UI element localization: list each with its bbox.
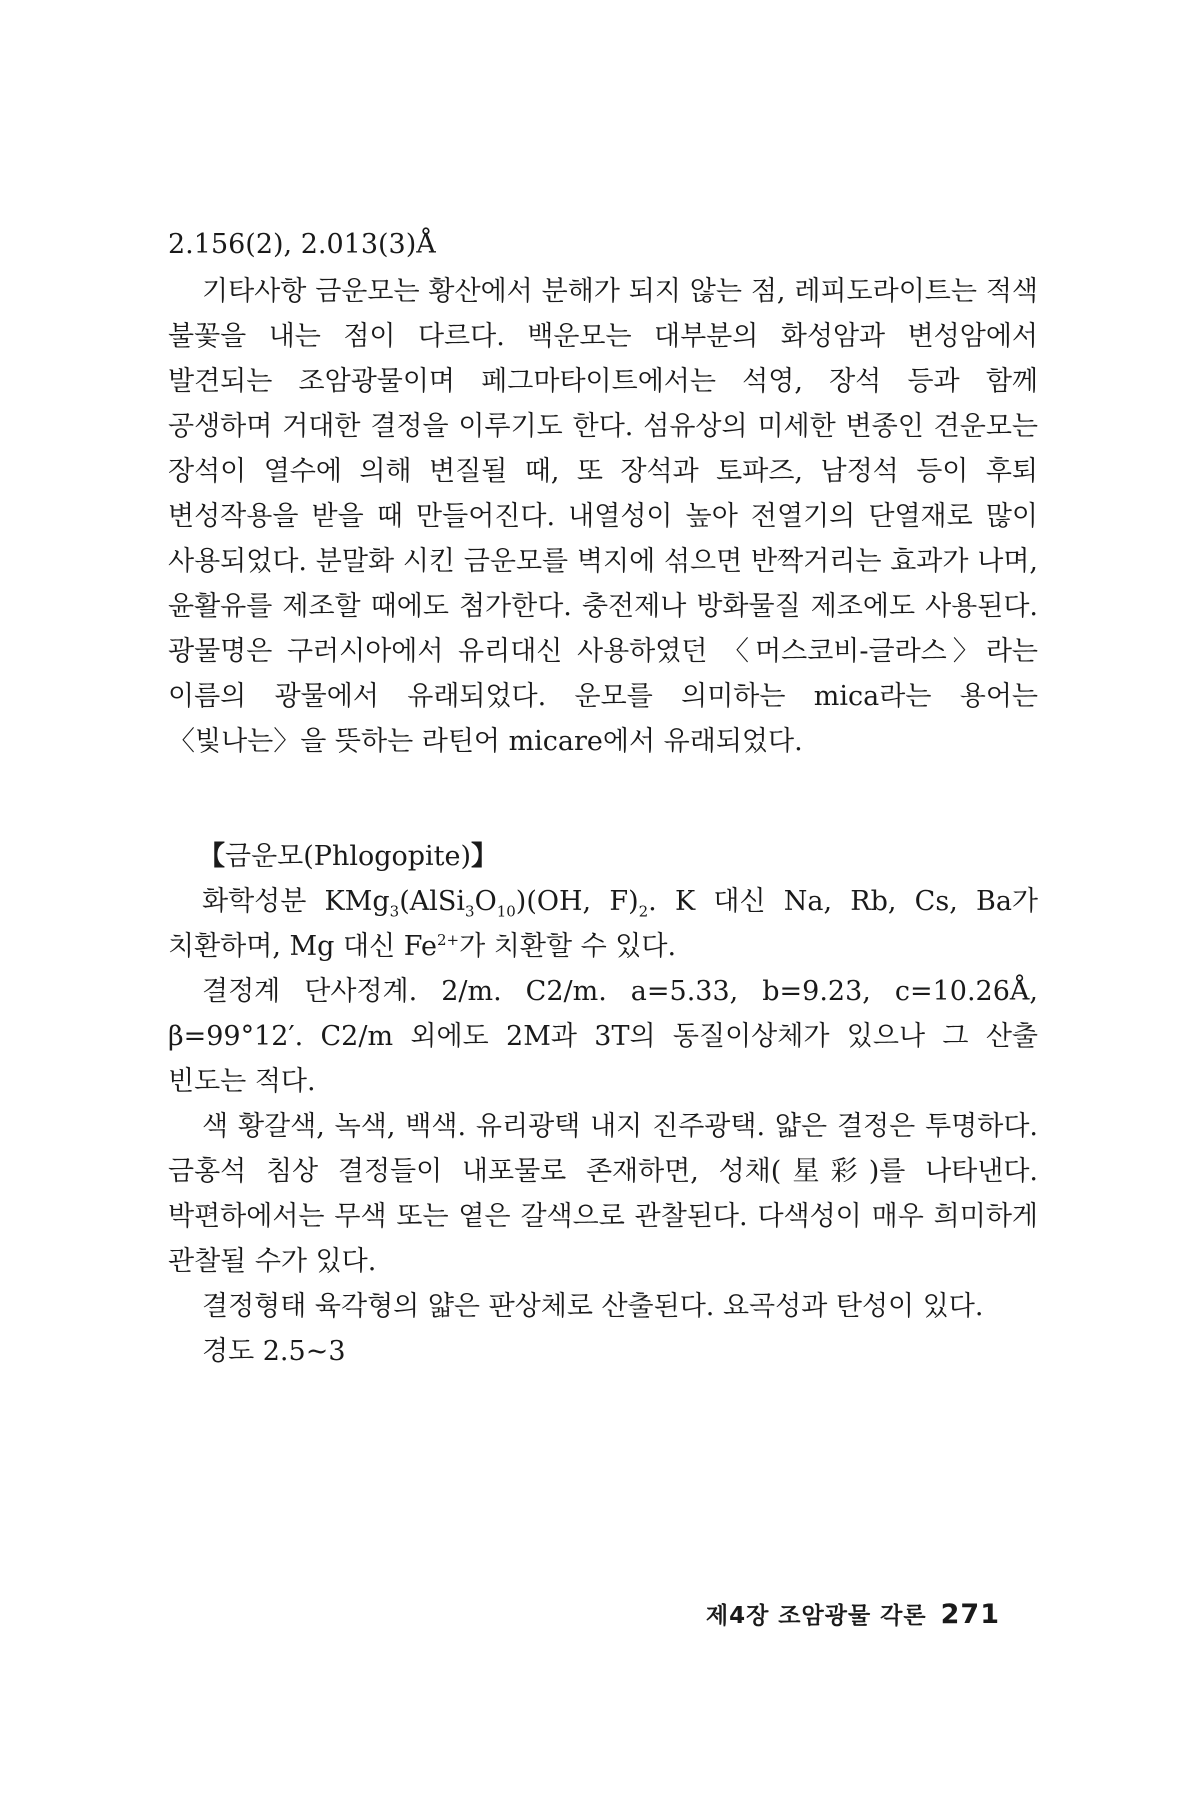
running-footer <box>706 1597 1000 1630</box>
formula-sub: 10 <box>496 902 516 921</box>
formula-sub: 3 <box>389 902 400 921</box>
formula-al: (AlSi <box>399 886 466 917</box>
crystal-form-paragraph <box>168 1284 1038 1329</box>
heading-close-bracket: 】 <box>471 841 499 872</box>
phlogopite-heading <box>168 834 1038 879</box>
color-paragraph <box>168 1104 1038 1284</box>
muscovite-notes-paragraph <box>168 269 1038 764</box>
page-number: 271 <box>940 1599 1000 1630</box>
chemistry-text-end: 가 치환할 수 있다. <box>459 931 677 962</box>
crystal-form-label: 결정형태 <box>202 1291 307 1322</box>
continuation-line: 2.156(2), 2.013(3)Å <box>168 229 436 260</box>
chemistry-text: . K 대신 Na, Rb, Cs, Ba가 치환하며, Mg 대신 Fe <box>168 886 1039 962</box>
crystal-system-text: 단사정계. 2/m. C2/m. a=5.33, b=9.23, c=10.26Å, β=99°12′. C2/m 외에도 2M과 3T의 동질이상체가 있으나 그 산출 빈도는 적다. <box>168 976 1038 1097</box>
chapter-title: 제4장 조암광물 각론 <box>705 1603 927 1629</box>
section-spacer <box>168 764 1038 834</box>
crystal-form-text: 육각형의 얇은 판상체로 산출된다. 요곡성과 탄성이 있다. <box>306 1291 984 1322</box>
chemistry-paragraph <box>168 879 1038 969</box>
notes-label: 기타사항 <box>202 276 307 307</box>
color-text: 황갈색, 녹색, 백색. 유리광택 내지 진주광택. 얇은 결정은 투명하다. 금홍석 침상 결정들이 내포물로 존재하면, 성채(星彩)를 나타낸다. 박편하에서는 무색 또는 옅은 갈색으로 관찰된다. 다색성이 매우 희미하게 관찰될 수가 있다. <box>168 1111 1038 1277</box>
heading-open-bracket: 【 <box>198 841 225 872</box>
crystal-system-paragraph <box>168 969 1038 1104</box>
color-label: 색 <box>202 1111 229 1142</box>
formula-o: O <box>474 886 497 917</box>
chemistry-label: 화학성분 <box>202 886 307 917</box>
crystal-system-label: 결정계 <box>202 976 281 1007</box>
hardness-label: 경도 <box>202 1336 255 1367</box>
notes-text: 금운모는 황산에서 분해가 되지 않는 점, 레피도라이트는 적색 불꽃을 내는 점이 다르다. 백운모는 대부분의 화성암과 변성암에서 발견되는 조암광물이며 페그마타이트에서는 석영, 장석 등과 함께 공생하며 거대한 결정을 이루기도 한다. 섬유상의 미세한 변종인 견운모는 장석이 열수에 의해 변질될 때, 또 장석과 토파즈, 남정석 등이 후퇴 변성작용을 받을 때 만들어진다. 내열성이 높아 전열기의 단열재로 많이 사용되었다. 분말화 시킨 금운모를 벽지에 섞으면 반짝거리는 효과가 나며, 윤활유를 제조할 때에도 첨가한다. 충전제나 방화물질 제조에도 사용된다. 광물명은 구러시아에서 유리대신 사용하였던 〈머스코비-글라스〉라는 이름의 광물에서 유래되었다. 운모를 의미하는 mica라는 용어는 〈빛나는〉을 뜻하는 라틴어 micare에서 유래되었다. <box>168 276 1038 757</box>
heading-title: 금운모(Phlogopite) <box>225 841 472 872</box>
page-body <box>168 222 1038 1374</box>
formula-sup: 2+ <box>437 931 460 949</box>
formula-k: KMg <box>306 886 390 917</box>
formula-sub: 2 <box>638 902 649 921</box>
formula-oh: )(OH, F) <box>515 886 639 917</box>
hardness-paragraph <box>168 1329 1038 1374</box>
formula-sub: 3 <box>465 902 475 921</box>
hardness-text: 2.5~3 <box>254 1336 346 1367</box>
